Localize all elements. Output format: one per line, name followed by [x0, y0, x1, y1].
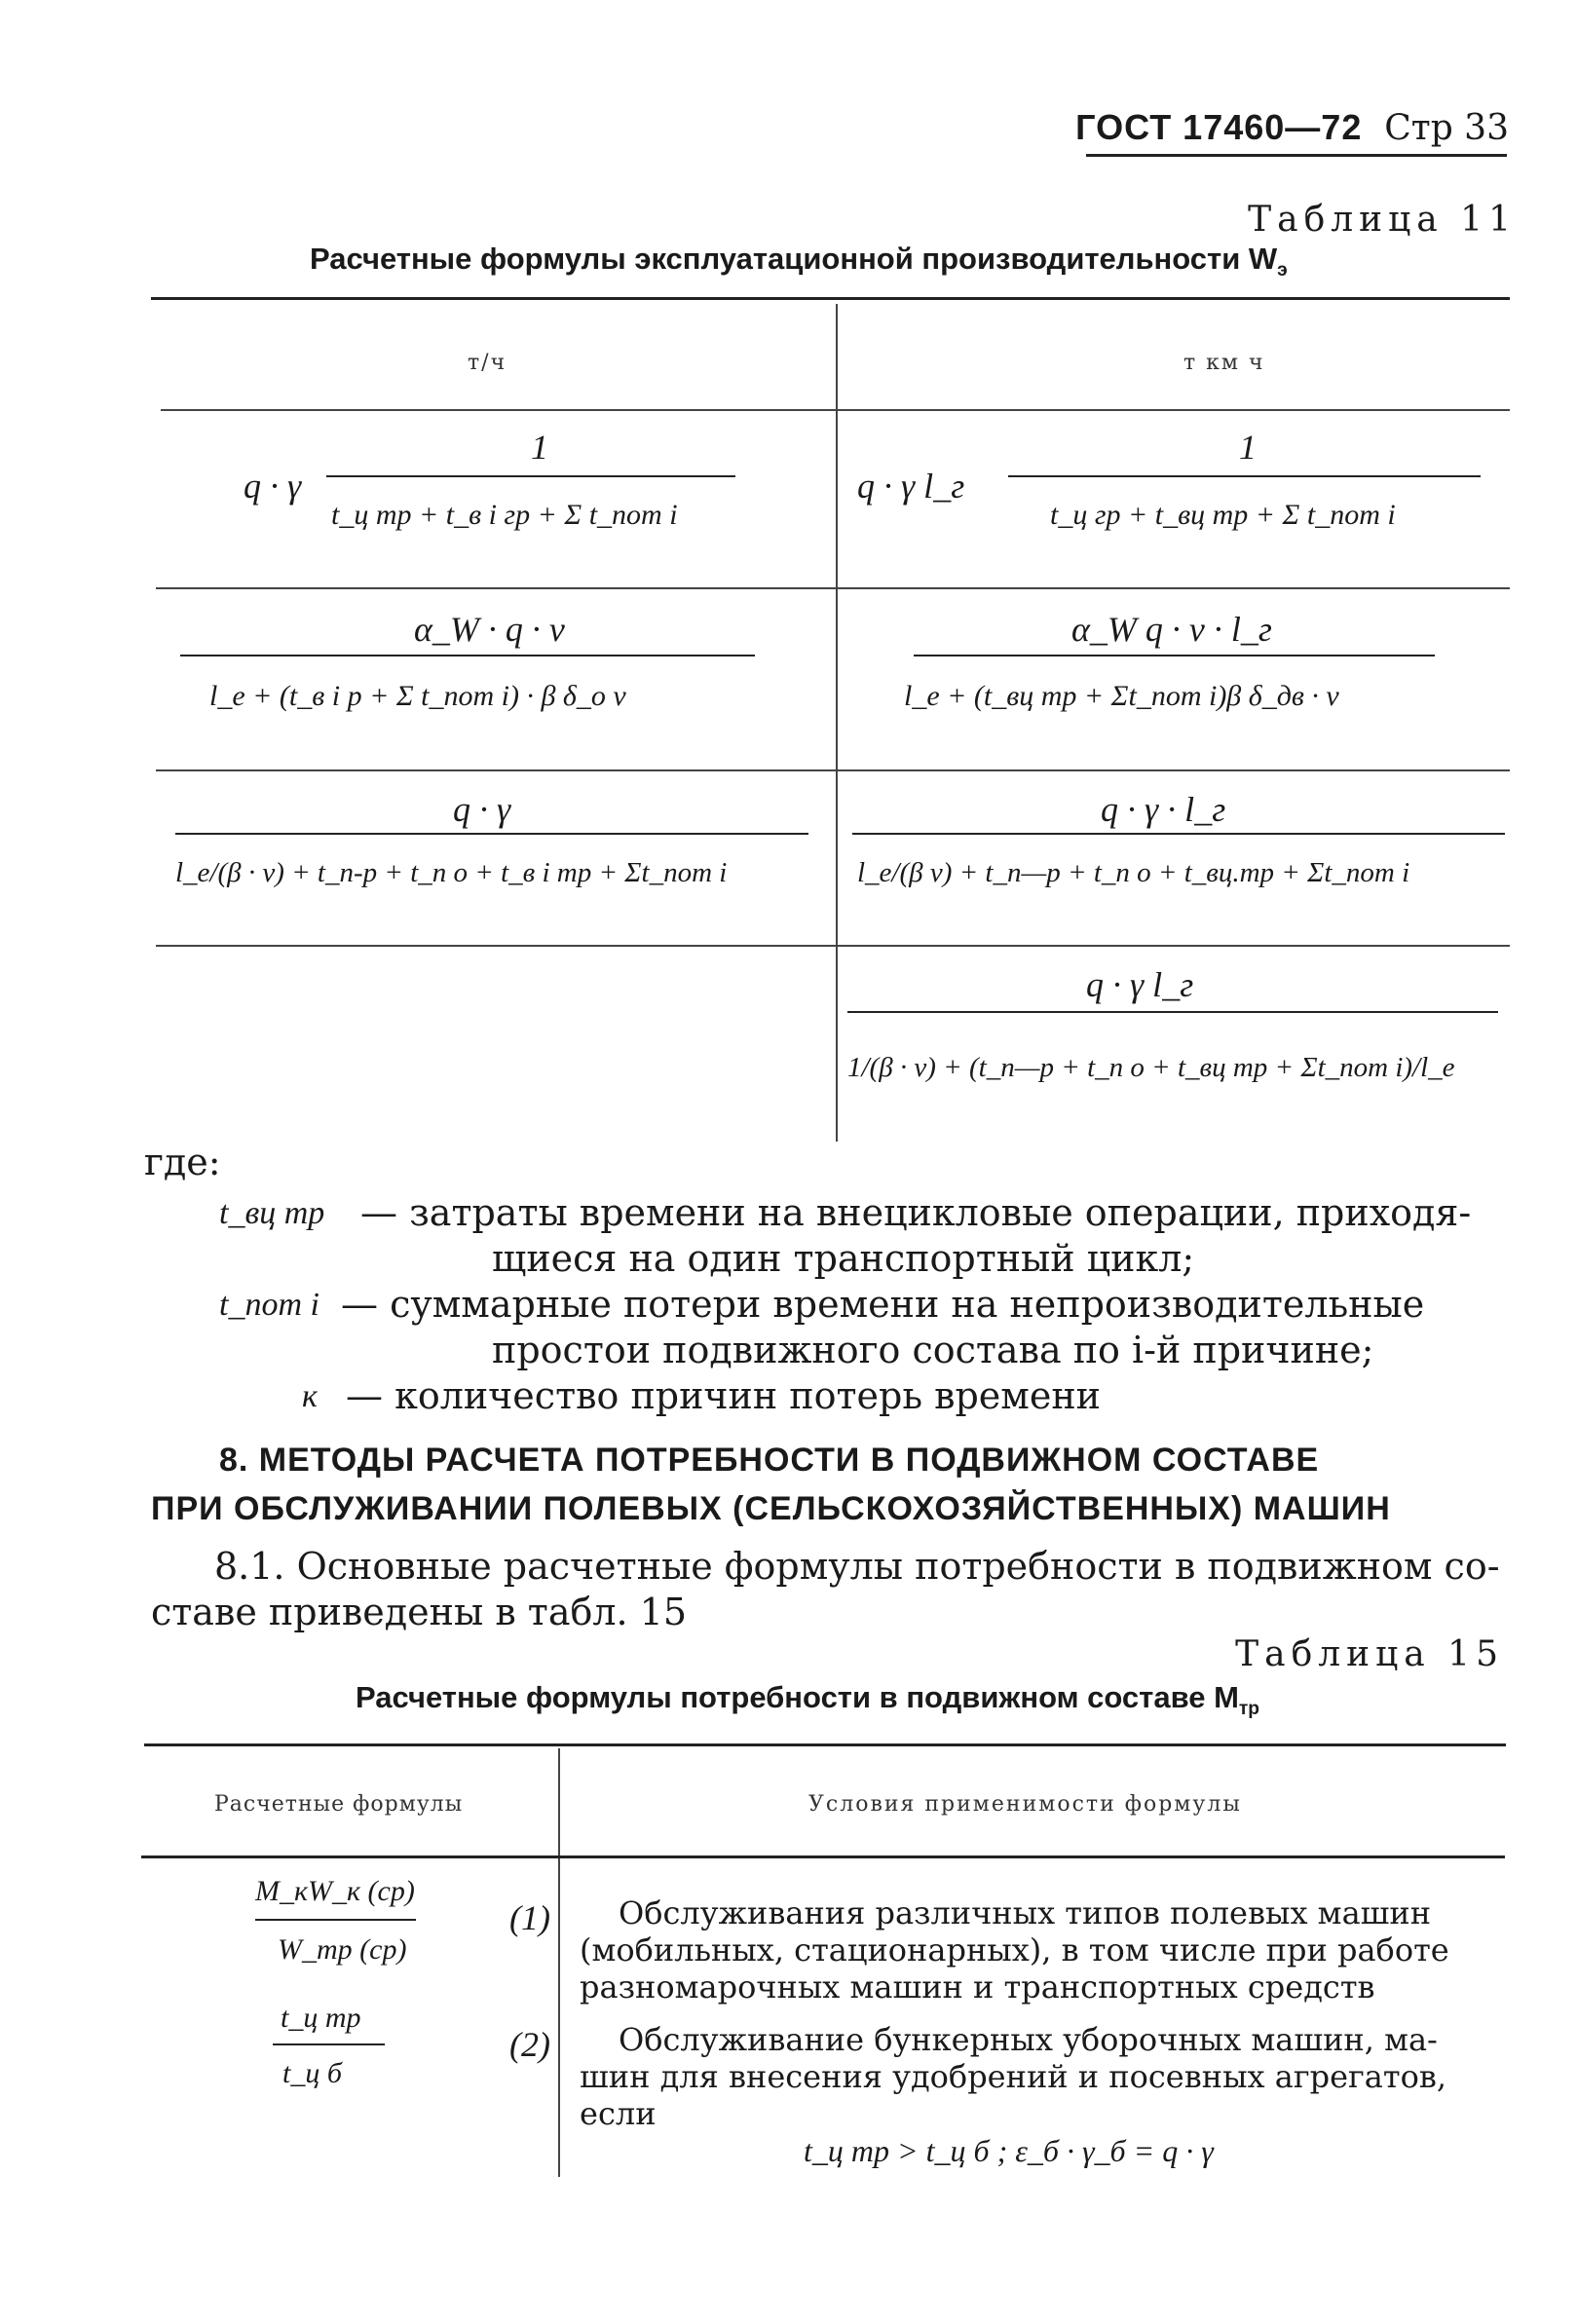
- table11-row1-rule: [156, 587, 1510, 589]
- where-item1-text-line2: щиеся на один транспортный цикл;: [492, 1237, 1195, 1280]
- table11-top-rule: [151, 297, 1510, 300]
- t11-r2-left-fraction-bar: [180, 655, 755, 656]
- t15-r2-fraction-bar: [273, 2043, 385, 2045]
- t11-r4-right-numerator: q · γ l_г: [1086, 965, 1194, 1004]
- section-title-line2: ПРИ ОБСЛУЖИВАНИИ ПОЛЕВЫХ (СЕЛЬСКОХОЗЯЙСТВЕННЫХ) МАШИН: [151, 1490, 1391, 1527]
- t11-r2-left-numerator: α_W · q · v: [414, 610, 565, 649]
- t11-r1-right-numerator: 1: [1239, 428, 1257, 467]
- t15-r1-condition-line1: Обслуживания различных типов полевых машин: [619, 1894, 1432, 1931]
- table11-caption: Расчетные формулы эксплуатационной производительности $W_э$: [310, 242, 1288, 281]
- section-paragraph-line2: ставе приведены в табл. 15: [151, 1591, 687, 1633]
- where-item1-text-line1: — затраты времени на внецикловые операции, приходя-: [360, 1191, 1472, 1234]
- t11-r4-right-denominator: 1/(β · v) + (t_п—р + t_п о + t_вц тр + Σt_пот і)/l_е: [847, 1052, 1455, 1083]
- table11-row2-rule: [156, 769, 1510, 771]
- where-item2-text-line2: простои подвижного состава по і-й причине;: [492, 1329, 1374, 1371]
- t11-r2-right-numerator: α_W q · v · l_г: [1071, 610, 1272, 649]
- where-item3-symbol: к: [302, 1378, 318, 1414]
- t11-r3-left-fraction-bar: [175, 833, 808, 835]
- t15-r1-denominator: W_тр (ср): [278, 1933, 407, 1966]
- t11-r3-left-denominator: l_e/(β · v) + t_п-р + t_п о + t_в і тр + Σt_пот і: [175, 857, 728, 888]
- t11-r1-right-prefix: q · γ l_г: [857, 467, 965, 506]
- t15-r2-condition-formula: t_ц тр > t_ц б ; ε_б · γ_б = q · γ: [804, 2133, 1214, 2168]
- table11-col1-header: т/ч: [468, 351, 507, 375]
- t15-r2-condition-line3: если: [580, 2095, 657, 2132]
- table11-header-rule: [161, 409, 1510, 411]
- table15-header-rule: [141, 1855, 1505, 1858]
- t11-r1-left-denominator: t_ц тр + t_в і гр + Σ t_пот і: [331, 499, 678, 531]
- table11-col2-header: т км ч: [1183, 351, 1265, 375]
- t15-r1-condition-line2: (мобильных, стационарных), в том числе при работе: [580, 1931, 1449, 1968]
- standard-number: ГОСТ 17460—72: [1075, 107, 1363, 147]
- t15-r1-condition: [580, 1894, 1449, 2005]
- where-item3-text-line1: — количество причин потерь времени: [346, 1374, 1101, 1417]
- t15-r1-numerator: M_кW_к (ср): [255, 1875, 415, 1907]
- section-title-line1: 8. МЕТОДЫ РАСЧЕТА ПОТРЕБНОСТИ В ПОДВИЖНОМ СОСТАВЕ: [219, 1442, 1320, 1479]
- t11-r2-left-denominator: l_е + (t_в і р + Σ t_пот і) · β δ_о v: [209, 680, 626, 712]
- t15-r1-condition-line3: разномарочных машин и транспортных средств: [580, 1968, 1375, 2005]
- t11-r1-left-numerator: 1: [531, 428, 548, 467]
- where-item1-symbol: t_вц тр: [219, 1195, 325, 1231]
- t15-r2-formula-number: (2): [509, 2025, 550, 2064]
- header-rule: [1086, 154, 1507, 157]
- page-header: [1075, 107, 1509, 148]
- section-paragraph-line1: 8.1. Основные расчетные формулы потребности в подвижном со-: [214, 1545, 1500, 1588]
- table15-col1-header: Расчетные формулы: [214, 1792, 464, 1817]
- t15-r2-numerator: t_ц тр: [281, 2002, 361, 2034]
- t15-r2-condition: [580, 2021, 1446, 2132]
- t15-r2-denominator: t_ц б: [282, 2057, 342, 2089]
- table15-col2-header: Условия применимости формулы: [808, 1792, 1242, 1817]
- table15-caption: Расчетные формулы потребности в подвижном составе $M_{тр}$: [356, 1680, 1260, 1720]
- t15-r1-formula-number: (1): [509, 1898, 550, 1937]
- table15-top-rule: [144, 1743, 1506, 1746]
- table11-row3-rule: [156, 945, 1510, 947]
- t15-r2-condition-line2: шин для внесения удобрений и посевных агрегатов,: [580, 2058, 1447, 2095]
- t11-r3-right-denominator: l_e/(β v) + t_п—р + t_п о + t_вц.тр + Σt_пот і: [857, 857, 1410, 888]
- where-item2-text-line1: — суммарные потери времени на непроизводительные: [341, 1283, 1425, 1326]
- table11-label: Таблица 11: [1248, 200, 1517, 240]
- where-item2-symbol: t_пот і: [219, 1287, 319, 1323]
- t11-r1-left-prefix: q · γ: [244, 467, 302, 506]
- t11-r3-right-numerator: q · γ · l_г: [1101, 790, 1226, 829]
- table15-label: Таблица 15: [1235, 1634, 1504, 1674]
- t11-r4-right-fraction-bar: [847, 1011, 1498, 1013]
- t11-r1-right-denominator: t_ц гр + t_вц тр + Σ t_пот і: [1050, 499, 1396, 531]
- t11-r2-right-fraction-bar: [914, 655, 1435, 656]
- t15-r1-fraction-bar: [255, 1919, 416, 1921]
- t11-r2-right-denominator: l_е + (t_вц тр + Σt_пот і)β δ_дв · v: [904, 680, 1339, 712]
- t11-r1-right-fraction-bar: [1008, 475, 1481, 477]
- where-label: где:: [144, 1141, 221, 1183]
- t11-r3-left-numerator: q · γ: [453, 790, 511, 829]
- table15-column-divider: [558, 1748, 560, 2177]
- table11-column-divider: [836, 304, 838, 1142]
- t11-r3-right-fraction-bar: [852, 833, 1505, 835]
- t15-r2-condition-line1: Обслуживание бункерных уборочных машин, ма-: [619, 2021, 1438, 2058]
- page-number: Стр 33: [1384, 108, 1509, 148]
- t11-r1-left-fraction-bar: [326, 475, 735, 477]
